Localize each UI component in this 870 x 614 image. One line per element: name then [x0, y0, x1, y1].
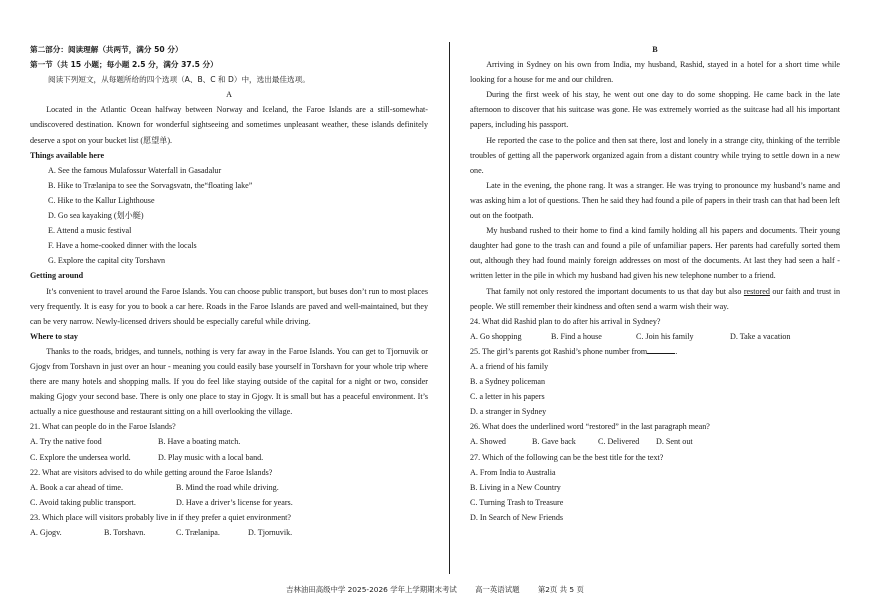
- section-subtitle: 第一节（共 15 小题；每小题 2.5 分，满分 37.5 分）: [30, 60, 218, 70]
- passage-b-p4: Late in the evening, the phone rang. It was a stranger. He was trying to pronounce my husband’s name and was asking him a lot of questions. Then he said they had found a pile of papers in their trash can that had been left out on the footpath.: [470, 180, 840, 221]
- stay-heading: Where to stay: [30, 331, 78, 341]
- q21-option-d: D. Play music with a local band.: [158, 452, 264, 462]
- q25-option-c: C. a letter in his papers: [470, 392, 545, 402]
- things-list-item: F. Have a home-cooked dinner with the locals: [48, 241, 197, 251]
- things-list-item: E. Attend a music festival: [48, 226, 132, 236]
- stay-text: Thanks to the roads, bridges, and tunnels, nothing is very far away in the Faroe Islands. You can get to Tjornuvik or Gjogv from Torshavn in just over an hour - meaning you could easily base yourself in Torshavn for your whole trip where there are many hotels and shopping malls. If you do feel like staying outside of the capital for a night or two, consider making Gjogv your second base. There is only one place to stay in Gjogv. It is small but has a peaceful environment. It’s actually a nice guesthouse and restaurant sitting on a hill overlooking the village.: [30, 346, 428, 417]
- getting-text: It’s convenient to travel around the Faroe Islands. You can choose public transport, but buses don’t run to most places very frequently. It is easy for you to book a car here. Roads in the Faroe Islands are paved and well-maintained, but they can be very narrow. Newly-licensed drivers should be especially careful while driving.: [30, 286, 428, 326]
- questions-a: [30, 419, 428, 540]
- options-row: [30, 495, 428, 510]
- footer-exam: 吉林油田高级中学 2025-2026 学年上学期期末考试: [286, 585, 457, 594]
- q27-option-b: B. Living in a New Country: [470, 482, 561, 492]
- q25-option-a: A. a friend of his family: [470, 361, 549, 371]
- page-footer: [0, 584, 870, 595]
- q23-option-b: B. Torshavn.: [104, 528, 146, 537]
- things-list: [30, 163, 428, 269]
- part-title: 第二部分：阅读理解（共两节，满分 50 分）: [30, 45, 183, 54]
- question-27-stem: 27. Which of the following can be the best title for the text?: [470, 452, 664, 462]
- options-row: [30, 450, 428, 465]
- answer-blank: [647, 345, 678, 356]
- q24-option-a: A. Go shopping: [470, 331, 522, 341]
- passage-b-p1: Arriving in Sydney on his own from India, my husband, Rashid, stayed in a hotel for a short time while looking for a house for me and our children.: [470, 60, 840, 85]
- q21-option-b: B. Have a boating match.: [158, 437, 241, 447]
- question-23-stem: 23. Which place will visitors probably live in if they prefer a quiet environment?: [30, 512, 292, 522]
- q22-option-a: A. Book a car ahead of time.: [30, 482, 124, 492]
- passage-b-label: B: [652, 45, 658, 54]
- question-26-stem: 26. What does the underlined word “restored” in the last paragraph mean?: [470, 422, 710, 432]
- passage-b-p2: During the first week of his stay, he went out one day to do some shopping. He came back in the late afternoon to discover that his suitcase was gone. He was extremely worried as the suitcase had all his important papers, including his passport.: [470, 90, 840, 130]
- things-list-item: G. Explore the capital city Torshavn: [48, 256, 166, 266]
- footer-subject: 高一英语试题: [475, 585, 520, 594]
- passage-a-label: A: [226, 90, 232, 100]
- p6-before: That family not only restored the important documents to us that day but also: [486, 286, 744, 296]
- options-row: [30, 480, 428, 495]
- getting-heading: Getting around: [30, 271, 84, 281]
- right-column: [470, 42, 840, 525]
- q25-option-b: B. a Sydney policeman: [470, 377, 546, 387]
- q24-option-c: C. Join his family: [636, 331, 694, 341]
- q27-option-a: A. From India to Australia: [470, 467, 556, 477]
- q25-stem-end: .: [675, 346, 678, 356]
- underlined-word: restored: [743, 286, 770, 296]
- passage-b-p6: [470, 284, 840, 314]
- passage-b-p3: He reported the case to the police and then sat there, lost and lonely in a strange city, thinking of the terrible troubles of getting all the paperwork organized again from a distant country while trying to settle down in a new one.: [470, 135, 840, 175]
- things-list-item: A. See the famous Mulafossur Waterfall in Gasadalur: [48, 165, 222, 175]
- p6-after: our faith and trust in people. We still remember their kindness and often send a warm wish their way.: [470, 286, 840, 311]
- question-24-stem: 24. What did Rashid plan to do after his arrival in Sydney?: [470, 316, 661, 326]
- q21-option-c: C. Explore the undersea world.: [30, 452, 131, 462]
- things-list-item: C. Hike to the Kallur Lighthouse: [48, 195, 155, 205]
- things-list-item: B. Hike to Trælanipa to see the Sorvagsvatn, the“floating lake”: [48, 180, 253, 190]
- passage-b-p5: My husband rushed to their home to find a kind family holding all his papers and documents. Their young daughter had gone to the trash can and found a pile of unfamiliar papers. Her parents had carefully sorted them out, although they had found mainly foreign addresses on most of the documents. At last they had seen a half - written letter in the pile in which my husband had given his new telephone number to a friend.: [470, 226, 840, 281]
- q26-option-b: B. Gave back: [532, 437, 576, 447]
- passage-a-intro: Located in the Atlantic Ocean halfway between Norway and Iceland, the Faroe Islands are a still-somewhat-undiscovered destination. Known for wonderful sightseeing and sometimes unpleasant weather, these islands definitely deserve a spot on your bucket list (愿望单).: [30, 105, 428, 145]
- q23-option-c: C. Trælanipa.: [176, 528, 220, 537]
- question-21-stem: 21. What can people do in the Faroe Islands?: [30, 422, 176, 432]
- things-list-item: D. Go sea kayaking (划小艇): [48, 211, 144, 221]
- q25-option-d: D. a stranger in Sydney: [470, 407, 547, 417]
- column-divider: [449, 42, 450, 574]
- question-24-options: [470, 329, 840, 344]
- q23-option-a: A. Gjogv.: [30, 528, 62, 537]
- q26-option-a: A. Showed: [470, 437, 506, 447]
- q27-option-d: D. In Search of New Friends: [470, 512, 564, 522]
- q27-option-c: C. Turning Trash to Treasure: [470, 497, 564, 507]
- left-column: [30, 42, 428, 540]
- question-25-stem: [470, 344, 840, 359]
- instruction: 阅读下列短文，从每题所给的四个选项（A、B、C 和 D）中，选出最佳选项。: [48, 75, 310, 85]
- q26-option-c: C. Delivered: [598, 437, 640, 447]
- q24-option-b: B. Find a house: [551, 331, 602, 341]
- footer-page: 第2页 共 5 页: [537, 585, 584, 594]
- q21-option-a: A. Try the native food: [30, 437, 102, 447]
- q24-option-d: D. Take a vacation: [730, 331, 791, 341]
- q22-option-d: D. Have a driver’s license for years.: [176, 497, 293, 507]
- q23-option-d: D. Tjornuvik.: [248, 528, 293, 537]
- q26-option-d: D. Sent out: [656, 437, 693, 447]
- q22-option-b: B. Mind the road while driving.: [176, 482, 279, 492]
- options-row: [30, 525, 428, 540]
- question-22-stem: 22. What are visitors advised to do while getting around the Faroe Islands?: [30, 467, 273, 477]
- question-26-options: [470, 434, 840, 449]
- options-row: [30, 434, 428, 449]
- q22-option-c: C. Avoid taking public transport.: [30, 497, 136, 507]
- q25-stem-text: 25. The girl’s parents got Rashid’s phone number from: [470, 346, 648, 356]
- things-heading: Things available here: [30, 150, 105, 160]
